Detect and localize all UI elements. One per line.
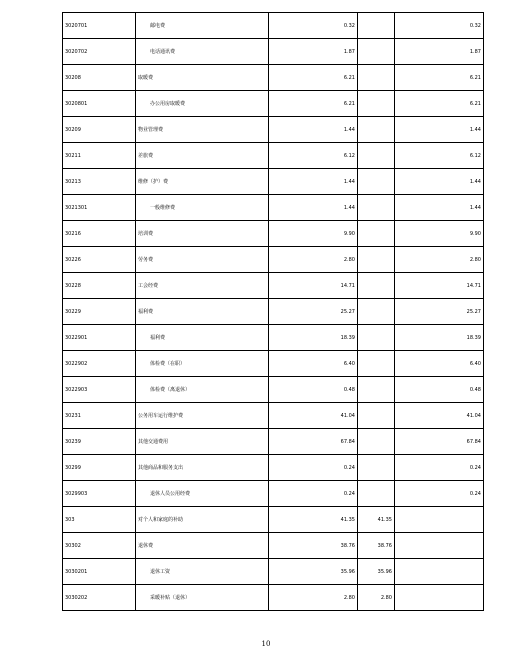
cell-project: [395, 507, 484, 533]
cell-project: 0.24: [395, 481, 484, 507]
budget-table-body: [63, 13, 484, 611]
cell-total: 67.84: [269, 429, 358, 455]
cell-total: 6.21: [269, 91, 358, 117]
cell-total: 6.21: [269, 65, 358, 91]
cell-total: 2.80: [269, 585, 358, 611]
table-row: [63, 403, 484, 429]
cell-basic: [358, 325, 395, 351]
cell-total: 9.90: [269, 221, 358, 247]
cell-project: [395, 533, 484, 559]
table-row: [63, 429, 484, 455]
cell-name: 对个人和家庭的补助: [136, 507, 269, 533]
cell-basic: [358, 39, 395, 65]
table-row: [63, 65, 484, 91]
cell-code: 30302: [63, 533, 136, 559]
table-row: [63, 325, 484, 351]
cell-basic: [358, 403, 395, 429]
cell-total: 6.12: [269, 143, 358, 169]
cell-total: 1.44: [269, 169, 358, 195]
cell-basic: [358, 117, 395, 143]
cell-code: 3020702: [63, 39, 136, 65]
cell-project: 1.44: [395, 169, 484, 195]
cell-code: 30299: [63, 455, 136, 481]
cell-basic: [358, 169, 395, 195]
table-row: [63, 585, 484, 611]
cell-code: 303: [63, 507, 136, 533]
cell-project: 2.80: [395, 247, 484, 273]
cell-name: 体检费（离退休）: [136, 377, 269, 403]
table-row: [63, 481, 484, 507]
cell-project: 6.12: [395, 143, 484, 169]
table-row: [63, 299, 484, 325]
cell-code: 30216: [63, 221, 136, 247]
table-row: [63, 169, 484, 195]
cell-basic: [358, 377, 395, 403]
cell-code: 30211: [63, 143, 136, 169]
cell-basic: [358, 195, 395, 221]
cell-project: 9.90: [395, 221, 484, 247]
cell-code: 3020701: [63, 13, 136, 39]
cell-code: 3022901: [63, 325, 136, 351]
cell-name: 公务用车运行维护费: [136, 403, 269, 429]
cell-project: 6.40: [395, 351, 484, 377]
cell-basic: [358, 91, 395, 117]
table-row: [63, 247, 484, 273]
cell-name: 电话通讯费: [136, 39, 269, 65]
cell-basic: [358, 299, 395, 325]
cell-basic: 2.80: [358, 585, 395, 611]
cell-project: 1.44: [395, 195, 484, 221]
cell-name: 福利费: [136, 325, 269, 351]
cell-total: 1.44: [269, 117, 358, 143]
cell-name: 培训费: [136, 221, 269, 247]
cell-code: 30228: [63, 273, 136, 299]
page-number: 10: [261, 640, 271, 648]
cell-total: 38.76: [269, 533, 358, 559]
table-row: [63, 39, 484, 65]
cell-code: 3021301: [63, 195, 136, 221]
cell-project: 41.04: [395, 403, 484, 429]
cell-basic: [358, 143, 395, 169]
cell-total: 0.24: [269, 455, 358, 481]
table-row: [63, 13, 484, 39]
table-row: [63, 143, 484, 169]
cell-name: 福利费: [136, 299, 269, 325]
cell-project: 1.87: [395, 39, 484, 65]
cell-total: 1.87: [269, 39, 358, 65]
cell-name: 劳务费: [136, 247, 269, 273]
table-row: [63, 221, 484, 247]
table-row: [63, 195, 484, 221]
cell-basic: [358, 481, 395, 507]
cell-project: 18.39: [395, 325, 484, 351]
table-row: [63, 351, 484, 377]
cell-name: 退休人员公用经费: [136, 481, 269, 507]
cell-name: 物业管理费: [136, 117, 269, 143]
budget-table: [62, 12, 484, 611]
cell-code: 30239: [63, 429, 136, 455]
cell-project: 14.71: [395, 273, 484, 299]
cell-basic: 41.35: [358, 507, 395, 533]
cell-basic: [358, 13, 395, 39]
table-row: [63, 117, 484, 143]
cell-name: 维修（护）费: [136, 169, 269, 195]
cell-code: 3030201: [63, 559, 136, 585]
cell-project: 0.32: [395, 13, 484, 39]
cell-code: 30226: [63, 247, 136, 273]
cell-project: 0.24: [395, 455, 484, 481]
table-row: [63, 559, 484, 585]
cell-code: 30213: [63, 169, 136, 195]
cell-total: 2.80: [269, 247, 358, 273]
cell-project: [395, 585, 484, 611]
cell-code: 3022903: [63, 377, 136, 403]
table-row: [63, 507, 484, 533]
cell-code: 30231: [63, 403, 136, 429]
cell-basic: [358, 429, 395, 455]
cell-total: 25.27: [269, 299, 358, 325]
cell-basic: 38.76: [358, 533, 395, 559]
cell-total: 1.44: [269, 195, 358, 221]
cell-code: 30208: [63, 65, 136, 91]
table-row: [63, 533, 484, 559]
cell-name: 其他交通费用: [136, 429, 269, 455]
cell-project: [395, 559, 484, 585]
cell-name: 邮电费: [136, 13, 269, 39]
cell-code: 3022902: [63, 351, 136, 377]
cell-total: 41.35: [269, 507, 358, 533]
cell-basic: [358, 65, 395, 91]
cell-project: 6.21: [395, 65, 484, 91]
cell-project: 0.48: [395, 377, 484, 403]
cell-total: 0.24: [269, 481, 358, 507]
table-row: [63, 455, 484, 481]
cell-basic: [358, 455, 395, 481]
cell-code: 3030202: [63, 585, 136, 611]
cell-name: 退休工资: [136, 559, 269, 585]
cell-code: 30209: [63, 117, 136, 143]
table-row: [63, 91, 484, 117]
cell-code: 30229: [63, 299, 136, 325]
cell-basic: [358, 351, 395, 377]
cell-name: 体检费（在职）: [136, 351, 269, 377]
cell-basic: [358, 273, 395, 299]
cell-total: 35.96: [269, 559, 358, 585]
cell-project: 67.84: [395, 429, 484, 455]
cell-project: 1.44: [395, 117, 484, 143]
cell-total: 14.71: [269, 273, 358, 299]
cell-name: 取暖费: [136, 65, 269, 91]
cell-name: 采暖补贴（退休）: [136, 585, 269, 611]
cell-basic: [358, 247, 395, 273]
cell-basic: [358, 221, 395, 247]
cell-name: 其他商品和服务支出: [136, 455, 269, 481]
cell-code: 3020801: [63, 91, 136, 117]
cell-name: 办公用房取暖费: [136, 91, 269, 117]
cell-total: 0.32: [269, 13, 358, 39]
cell-name: 一般维修费: [136, 195, 269, 221]
cell-code: 3029903: [63, 481, 136, 507]
cell-name: 工会经费: [136, 273, 269, 299]
table-row: [63, 273, 484, 299]
cell-basic: 35.96: [358, 559, 395, 585]
cell-total: 18.39: [269, 325, 358, 351]
cell-total: 41.04: [269, 403, 358, 429]
cell-name: 退休费: [136, 533, 269, 559]
cell-name: 差旅费: [136, 143, 269, 169]
table-row: [63, 377, 484, 403]
cell-total: 0.48: [269, 377, 358, 403]
cell-project: 6.21: [395, 91, 484, 117]
cell-project: 25.27: [395, 299, 484, 325]
cell-total: 6.40: [269, 351, 358, 377]
